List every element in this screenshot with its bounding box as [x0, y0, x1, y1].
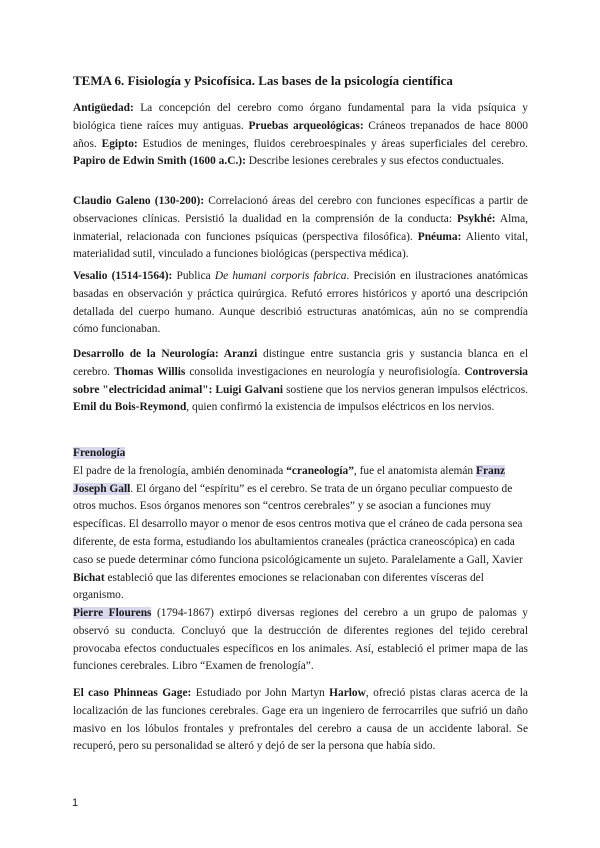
term-gall: Franz Joseph Gall: [73, 464, 506, 495]
term-dubois: Emil du Bois-Reymond: [73, 401, 187, 414]
paragraph-vesalio: Vesalio (1514-1564): Publica De humani corporis fabrica. Precisión en ilustraciones anatómicas basadas en observación y práctica quirúrgica. Refutó errores históricos y aportó una descripción detallada del cuerpo humano. Aunque describió estructuras anatómicas, aún no se comprendía cómo funcionaban.: [73, 270, 528, 336]
section-heading-frenologia: Frenología: [73, 447, 126, 459]
paragraph-gage: El caso Phinneas Gage: Estudiado por John Martyn Harlow, ofreció pistas claras acerca de la localización de las funciones cerebrales. Gage era un ingeniero de ferrocarriles que sufrió un daño masivo en los lóbulos frontales y prefrontales del cerebro a causa de un accidente laboral. Se recuperó, pero su personalidad se alteró y dejó de ser la persona que había sido.: [73, 687, 528, 753]
term-egipto: Egipto:: [101, 137, 138, 150]
paragraph-galeno: Claudio Galeno (130-200): Correlacionó áreas del cerebro con funciones específicas a partir de observaciones clínicas. Persistió la dualidad en la comprensión de la conducta: Psykhé: Alma, inmaterial, relacionada con funciones psíquicas (perspectiva filosófica). Pnéuma: Aliento vital, materialidad sutil, vinculado a funciones biológicas (perspectiva médica).: [73, 195, 529, 261]
term-vesalio: Vesalio (1514-1564):: [73, 270, 173, 282]
paragraph-neurologia: Desarrollo de la Neurología: Aranzi distingue entre sustancia gris y sustancia blanca en el cerebro. Thomas Willis consolida investigaciones en neurología y neurofisiología. Controversia sobre "electricidad animal": Luigi Galvani sostiene que los nervios generan impulsos eléctricos. Emil du Bois-Reymond, quien confirmó la existencia de impulsos eléctricos en los nervios.: [73, 348, 529, 414]
paragraph-antiguedad: Antigüedad: La concepción del cerebro como órgano fundamental para la vida psíquica y biológica tiene raíces muy antiguas. Pruebas arqueológicas: Cráneos trepanados de hace 8000 años. Egipto: Estudios de meninges, fluidos cerebroespinales y áreas superficiales del cerebro. Papiro de Edwin Smith (1600 a.C.): Describe lesiones cerebrales y sus efectos conductuales.: [73, 102, 529, 168]
term-galeno: Claudio Galeno (130-200):: [73, 195, 205, 207]
page-number: 1: [72, 797, 79, 809]
paragraph-frenologia: Frenología El padre de la frenología, ambién denominada “craneología”, fue el anatomista alemán Franz Joseph Gall. El órgano del “espíritu” es el cerebro. Se trata de un órgano peculiar compuesto de otros muchos. Esos órganos menores son “centros cerebrales” y se asocian a funciones muy específicas. El desarrollo mayor o menor de esos centros motiva que el cráneo de cada persona sea diferente, de esta forma, estudiando los abultamientos craneales (práctica craneoscópica) en cada caso se puede determinar cómo funciona psicológicamente un sujeto. Paralelamente a Gall, Xavier Bichat estableció que las diferentes emociones se relacionaban con diferentes vísceras del organismo.: [73, 447, 523, 602]
term-psykhe: Psykhé:: [456, 212, 496, 225]
term-pneuma: Pnéuma:: [417, 230, 462, 243]
term-craneologia: “craneología”: [286, 464, 354, 477]
term-antiguedad: Antigüedad:: [73, 102, 134, 114]
paragraph-flourens: Pierre Flourens (1794-1867) extirpó diversas regiones del cerebro a un grupo de palomas y observó su conducta. Concluyó que la destrucción de diferentes regiones del tejido cerebral provocaba efectos conductuales específicos en los animales. Así, estableció el primer mapa de las funciones cerebrales. Libro “Examen de frenología”.: [73, 607, 528, 673]
term-pruebas: Pruebas arqueológicas:: [248, 119, 364, 132]
term-galvani: Controversia sobre "electricidad animal": Luigi Galvani: [73, 365, 529, 396]
page-title: TEMA 6. Fisiología y Psicofísica. Las bases de la psicología científica: [73, 73, 453, 88]
term-gage: El caso Phinneas Gage:: [73, 687, 192, 699]
term-neurologia: Desarrollo de la Neurología: Aranzi: [73, 348, 258, 360]
term-bichat: Bichat: [73, 571, 105, 584]
term-papiro: Papiro de Edwin Smith (1600 a.C.):: [73, 155, 246, 168]
term-willis: Thomas Willis: [114, 365, 186, 378]
term-flourens: Pierre Flourens: [73, 607, 152, 619]
book-title: De humani corporis fabrica: [214, 270, 347, 282]
term-harlow: Harlow: [329, 687, 366, 699]
